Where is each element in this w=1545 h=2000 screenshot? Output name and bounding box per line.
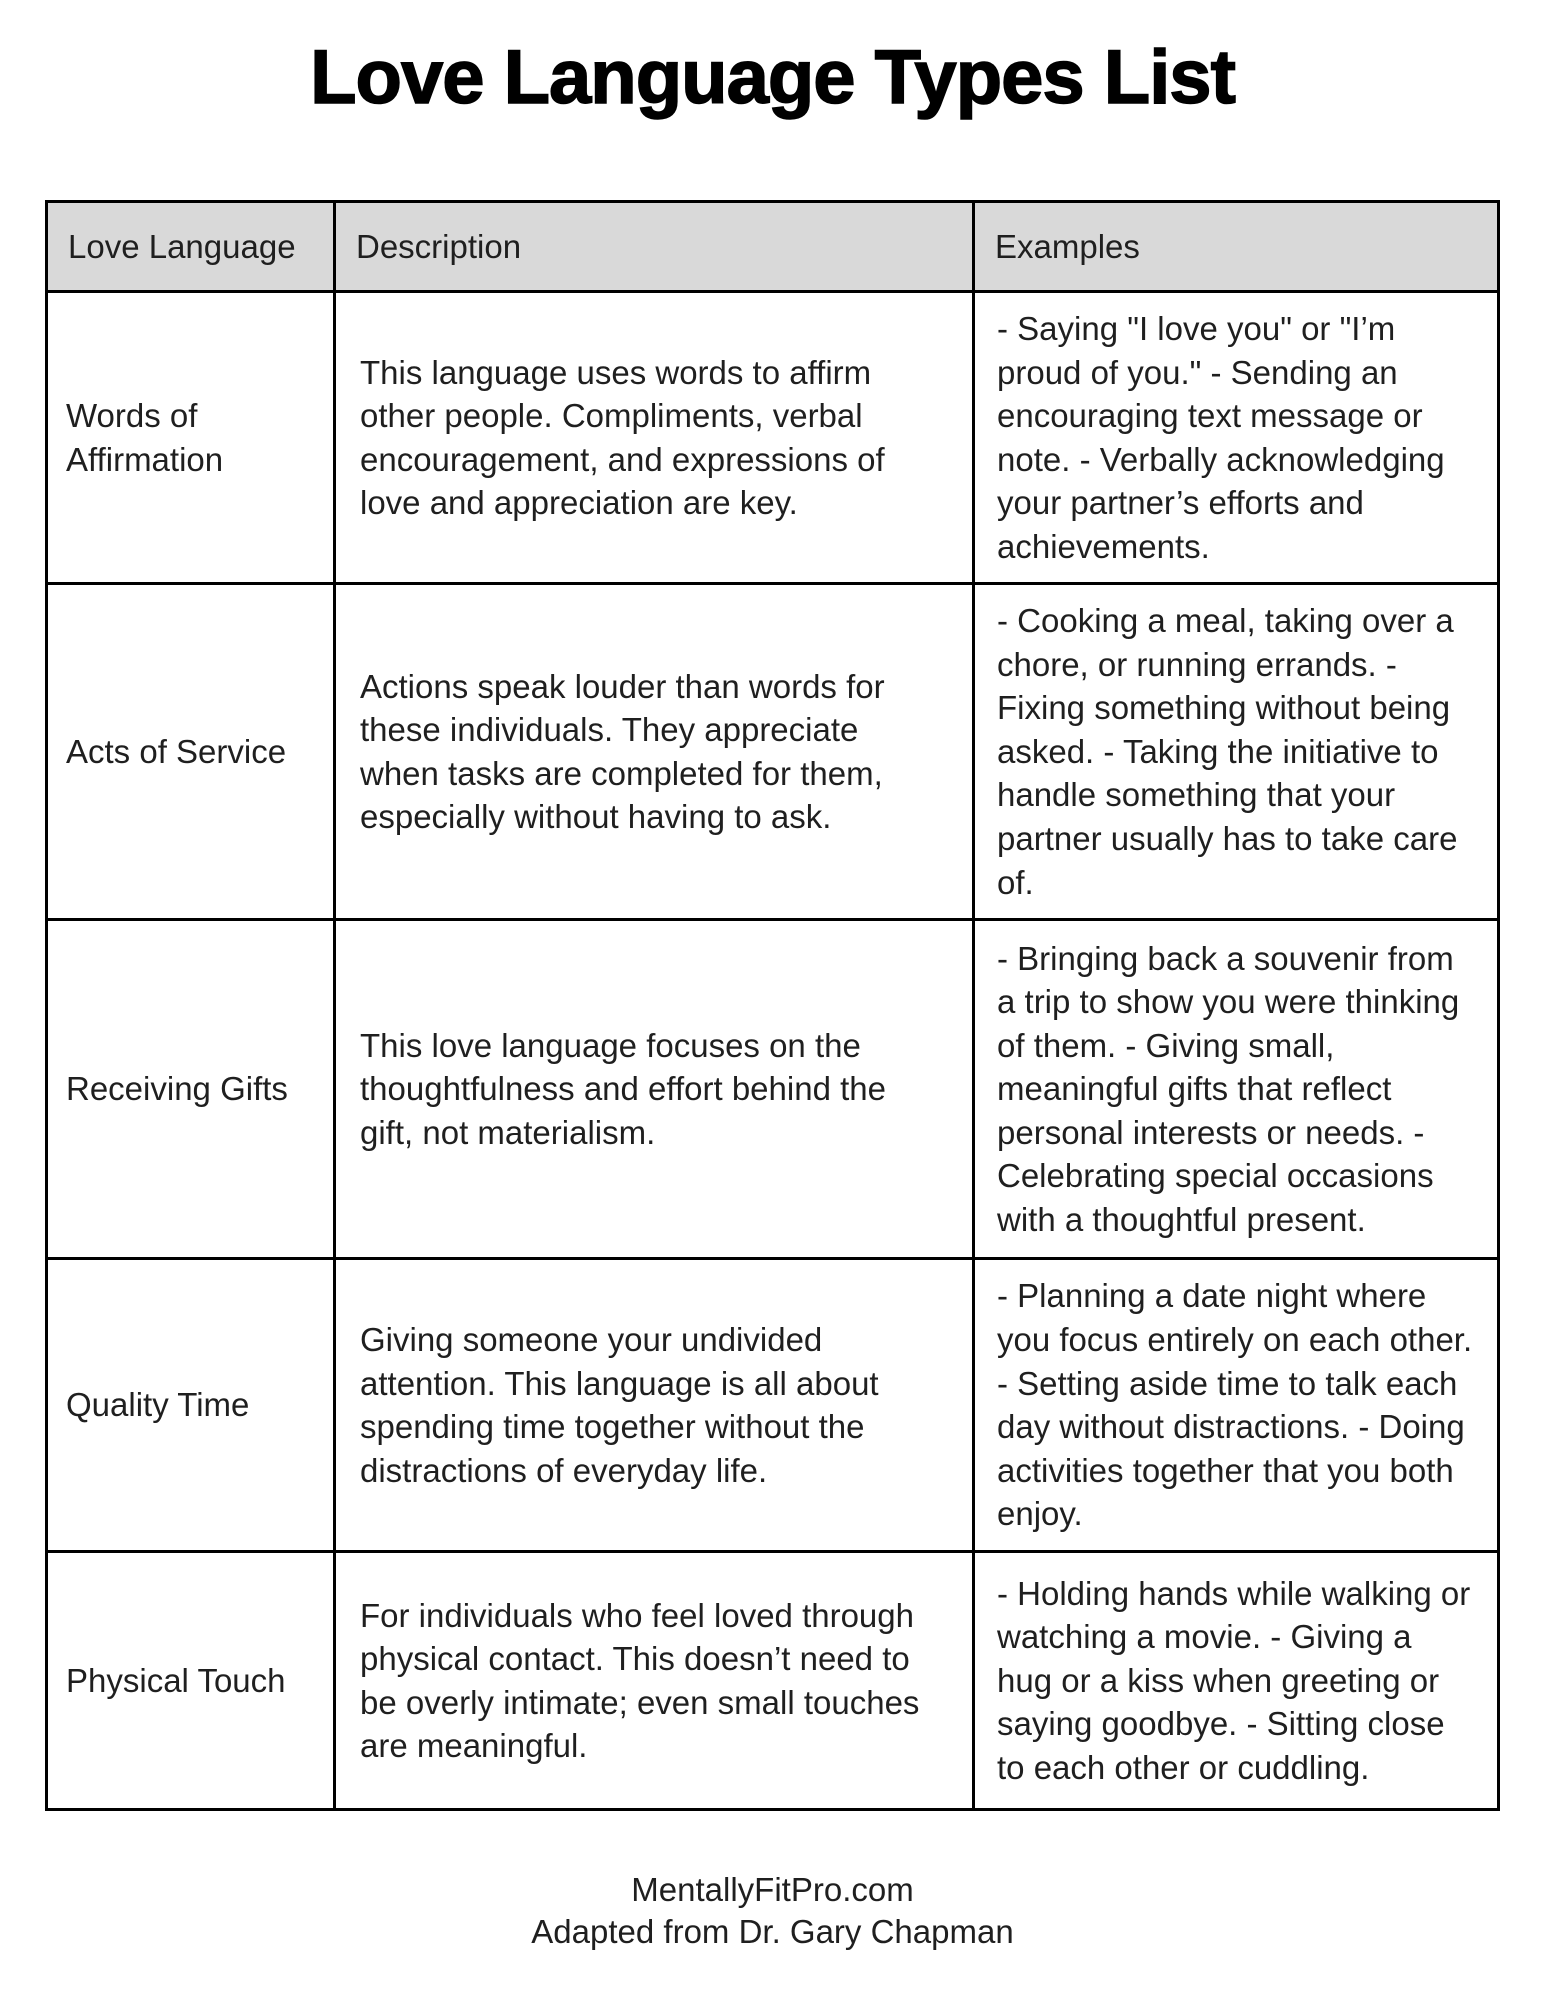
cell-language: Acts of Service [47, 584, 335, 920]
table-row [47, 1552, 1499, 1810]
table-row [47, 292, 1499, 584]
footer-attribution: Adapted from Dr. Gary Chapman [531, 1913, 1014, 1951]
cell-description: Giving someone your undivided attention. This language is all about spending time together without the distractions of everyday life. [335, 1259, 974, 1552]
cell-language: Receiving Gifts [47, 920, 335, 1259]
cell-language: Quality Time [47, 1259, 335, 1552]
column-header-description: Description [335, 202, 974, 292]
table-row [47, 584, 1499, 920]
cell-examples: - Cooking a meal, taking over a chore, or running errands. - Fixing something without being asked. - Taking the initiative to handle something that your partner usually has to take care of. [974, 584, 1499, 920]
cell-description: This language uses words to affirm other people. Compliments, verbal encouragement, and expressions of love and appreciation are key. [335, 292, 974, 584]
footer-site: MentallyFitPro.com [631, 1871, 914, 1909]
page-footer [0, 1869, 1545, 1953]
table-row [47, 920, 1499, 1259]
column-header-examples: Examples [974, 202, 1499, 292]
cell-description: For individuals who feel loved through physical contact. This doesn’t need to be overly intimate; even small touches are meaningful. [335, 1552, 974, 1810]
cell-language: Physical Touch [47, 1552, 335, 1810]
cell-examples: - Bringing back a souvenir from a trip to show you were thinking of them. - Giving small, meaningful gifts that reflect personal interests or needs. - Celebrating special occasions with a thoughtful present. [974, 920, 1499, 1259]
cell-language: Words of Affirmation [47, 292, 335, 584]
cell-description: This love language focuses on the thoughtfulness and effort behind the gift, not materialism. [335, 920, 974, 1259]
love-language-table [45, 200, 1500, 1811]
page-title: Love Language Types List [310, 35, 1235, 120]
table-header-row [47, 202, 1499, 292]
table-row [47, 1259, 1499, 1552]
cell-description: Actions speak louder than words for these individuals. They appreciate when tasks are completed for them, especially without having to ask. [335, 584, 974, 920]
cell-examples: - Saying "I love you" or "I’m proud of you." - Sending an encouraging text message or note. - Verbally acknowledging your partner’s efforts and achievements. [974, 292, 1499, 584]
column-header-love-language: Love Language [47, 202, 335, 292]
cell-examples: - Planning a date night where you focus entirely on each other. - Setting aside time to talk each day without distractions. - Doing activities together that you both enjoy. [974, 1259, 1499, 1552]
cell-examples: - Holding hands while walking or watching a movie. - Giving a hug or a kiss when greeting or saying goodbye. - Sitting close to each other or cuddling. [974, 1552, 1499, 1810]
